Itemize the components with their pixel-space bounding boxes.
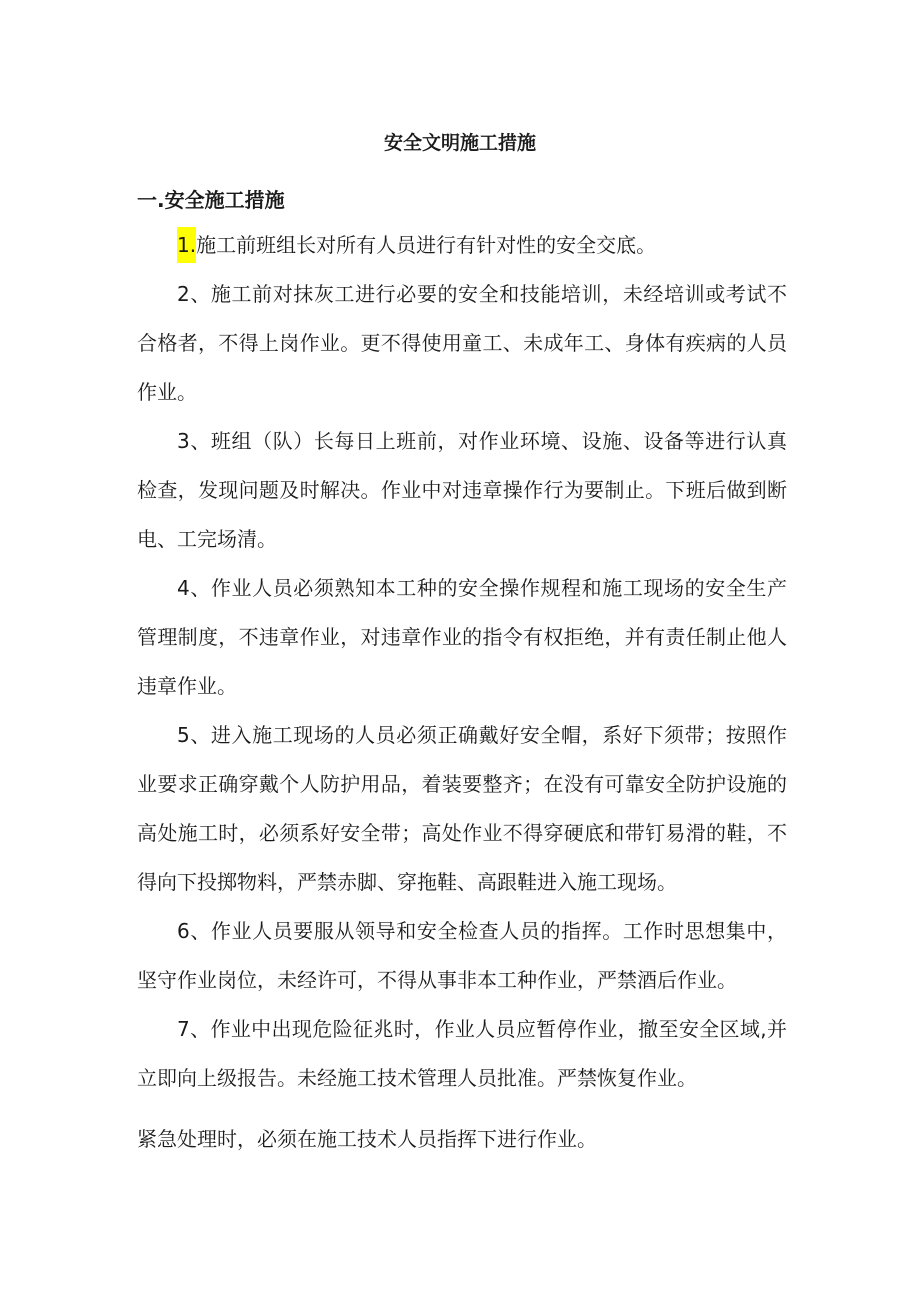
highlighted-number: 1. (177, 227, 196, 263)
paragraph-6: 6、作业人员要服从领导和安全检查人员的指挥。工作时思想集中，坚守作业岗位，未经许可，不得从事非本工种作业，严禁酒后作业。 (137, 919, 787, 992)
paragraph-1 (137, 221, 787, 270)
paragraph-8: 紧急处理时，必须在施工技术人员指挥下进行作业。 (137, 1127, 597, 1151)
paragraph-4: 4、作业人员必须熟知本工种的安全操作规程和施工现场的安全生产管理制度，不违章作业，对违章作业的指令有权拒绝，并有责任制止他人违章作业。 (137, 576, 787, 698)
paragraph-2: 2、施工前对抹灰工进行必要的安全和技能培训，未经培训或考试不合格者，不得上岗作业。更不得使用童工、未成年工、身体有疾病的人员作业。 (137, 282, 787, 404)
paragraph-3: 3、班组（队）长每日上班前，对作业环境、设施、设备等进行认真检查，发现问题及时解决。作业中对违章操作行为要制止。下班后做到断电、工完场清。 (137, 429, 787, 551)
paragraph-5: 5、进入施工现场的人员必须正确戴好安全帽，系好下须带；按照作业要求正确穿戴个人防护用品，着装要整齐；在没有可靠安全防护设施的高处施工时，必须系好安全带；高处作业不得穿硬底和带钉易滑的鞋，不得向下投掷物料，严禁赤脚、穿拖鞋、高跟鞋进入施工现场。 (137, 723, 787, 894)
paragraph-7: 7、作业中出现危险征兆时，作业人员应暂停作业，撤至安全区域,并立即向上级报告。未经施工技术管理人员批准。严禁恢复作业。 (137, 1017, 787, 1090)
document-title: 安全文明施工措施 (383, 132, 536, 154)
paragraph-text: 施工前班组长对所有人员进行有针对性的安全交底。 (196, 233, 657, 257)
section-heading: 一.安全施工措施 (137, 188, 285, 212)
